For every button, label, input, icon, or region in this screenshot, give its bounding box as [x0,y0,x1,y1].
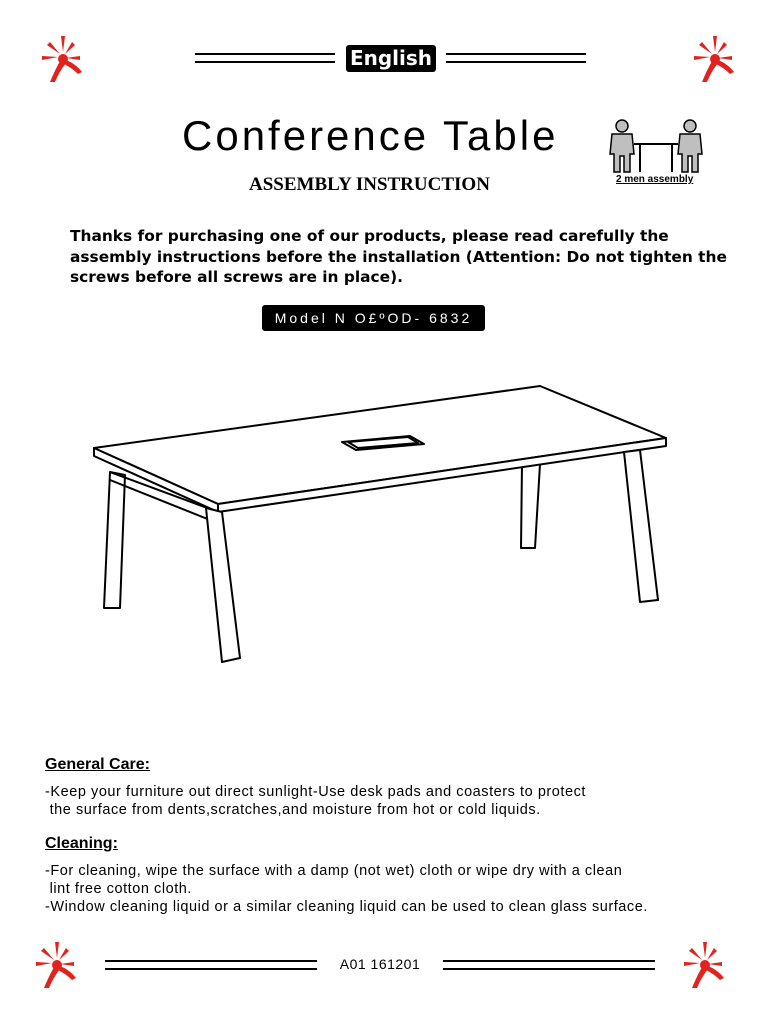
header-rule-right [446,61,586,63]
footer-rule-right [443,968,655,970]
language-badge: English [346,45,436,72]
assembly-people-caption: 2 men assembly [616,174,694,185]
brand-logo-icon [30,938,82,990]
cleaning-heading: Cleaning: [45,835,118,852]
general-care-line: -Keep your furniture out direct sunlight-Use desk pads and coasters to protect [45,784,586,800]
footer-rule-left [105,968,317,970]
brand-logo-icon [678,938,730,990]
general-care-line: the surface from dents,scratches,and moisture from hot or cold liquids. [45,802,541,818]
model-number-badge: Model N O£ºOD- 6832 [262,305,485,331]
header-rule-left [195,53,335,55]
footer-rule-left [105,960,317,962]
conference-table-illustration [80,380,680,670]
cleaning-line: lint free cotton cloth. [45,881,192,897]
page-subtitle: ASSEMBLY INSTRUCTION [249,174,490,195]
header-rule-right [446,53,586,55]
cleaning-line: -Window cleaning liquid or a similar cleaning liquid can be used to clean glass surface. [45,899,648,915]
cleaning-line: -For cleaning, wipe the surface with a damp (not wet) cloth or wipe dry with a clean [45,863,623,879]
general-care-heading: General Care: [45,756,150,773]
footer-rule-right [443,960,655,962]
document-code: A01 161201 [339,956,421,972]
brand-logo-icon [36,32,88,84]
two-men-assembly-icon [606,118,710,174]
page-title: Conference Table [182,112,559,159]
intro-text: Thanks for purchasing one of our products, please read carefully the assembly instructions before the installation (Attention: Do not tighten the screws before all screws are in place). [70,227,727,286]
header-rule-left [195,61,335,63]
brand-logo-icon [688,32,740,84]
